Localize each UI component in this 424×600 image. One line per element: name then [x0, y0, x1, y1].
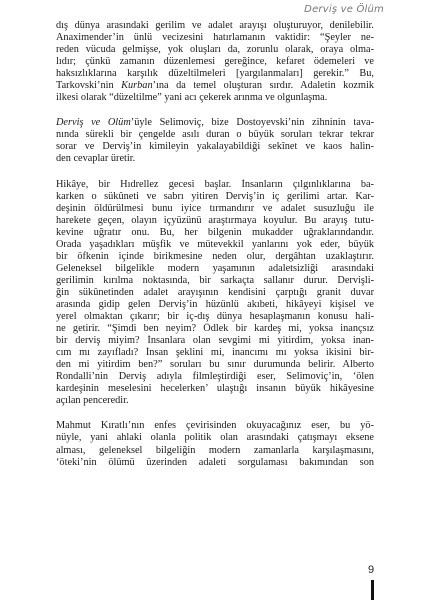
- paragraph-4: [56, 420, 374, 468]
- text-line: Mahmut Kıratlı’nın enfes çevirisinden okuyacağınız eser, bu yö-: [56, 420, 374, 432]
- running-head: Derviş ve Ölüm: [304, 4, 384, 15]
- text-line: gerilimin kırılma noktasında, bir sarkaçta sallanır durur. Dervişli-: [56, 274, 374, 286]
- text-line: ne getirir. “Şimdi ben neyim? Ödlek bir kardeş mi, yoksa inançsız: [56, 323, 374, 335]
- text-line: bir öfkenin içinde birikmesine neden olur, dergâhtan uzaklaştırır.: [56, 250, 374, 262]
- text-line: kardeşinin meselesini hecelerken’ ulaştığı insanın büyük hikâyesine: [56, 383, 374, 395]
- text-line: ilkesi olarak “düzeltilme” yani acı çekerek arınma ve olgunlaşma.: [56, 92, 328, 104]
- body-text: [56, 20, 374, 469]
- text-line: den mi yitirdim ben?” soruları bu sınır durumunda belirir. Alberto: [56, 359, 374, 371]
- text-line: deşinin öldürülmesi bunu iyice tırmandırır ve adalet susuzluğu ile: [56, 202, 374, 214]
- paragraph-1: [56, 20, 374, 104]
- text-line: nüyle, yani ahlaki olanla politik olan arasındaki çatışmayı eksene: [56, 432, 374, 444]
- text-line: arasında gidip gelen Derviş’in hüzünlü akıbeti, hikâyeyi kişisel ve: [56, 298, 374, 310]
- text-line: Orada yaşadıkları müşfik ve mütevekkil yanlarını yok eder, büyük: [56, 238, 374, 250]
- text-line: reden vücuda gelmişse, yok oluşları da, zorunlu olarak, oraya olma-: [56, 44, 374, 56]
- page-edge-marker: [371, 580, 374, 600]
- page-number: 9: [368, 564, 375, 576]
- text-line: harekete geçen, olayın içyüzünü araştırmaya koyulur. Bu arayış tutu-: [56, 214, 374, 226]
- text-line: karken o sükûneti ve sabrı yitiren Derviş’in iç gerilimi artar. Kar-: [56, 190, 374, 202]
- text-line: lıdır; çünkü zamanın düzenlemesi gereğince, kefaret ödemeleri ve: [56, 56, 374, 68]
- text-line: cım mı zayıfladı? İnsan şeklini mi, inancımı mı yoksa ikisini bir-: [56, 347, 374, 359]
- text-line: Anaximender’in ünlü vecizesini hatırlamanın vaktidir: “Şeyler ne-: [56, 32, 374, 44]
- text-line: açılan penceredir.: [56, 395, 129, 407]
- paragraph-2: [56, 117, 374, 165]
- text-line: sorar ve Derviş’in kimileyin yakalayabildiği sekînet ve kaos halin-: [56, 141, 374, 153]
- text-line: dış dünya arasındaki gerilim ve adalet arayışı oluşturuyor, denilebilir.: [56, 20, 374, 31]
- text-line: bir derviş miyim? İnsanlara olan sevgimi mi yitirdim, yoksa inan-: [56, 335, 374, 347]
- text-line: ğin sükûnetinden adalet arayışının kendisini çarptığı granit duvar: [56, 286, 374, 298]
- text-line: Derviş ve Ölüm’üyle Selimoviç, bize Dostoyevski’nin zihninin tava-: [56, 117, 374, 129]
- text-line: alması, geleneksel bilgeliğin modern zamanlarla karşılaşmasını,: [56, 444, 374, 456]
- text-line: haksızlıklarına karşılık düzeltilmeleri [yargılanmaları] gerekir.” Bu,: [56, 68, 374, 80]
- text-line: Rondalli’nin Derviş adıyla filmleştirdiği eser, Selimoviç’in, ‘ölen: [56, 371, 374, 383]
- text-line: Tarkovski’nin Kurban’ına da temel oluşturan sırdır. Adaletin kozmik: [56, 80, 374, 92]
- text-line: yerel olmaktan çıkarır; bir iç-dış dünya hesaplaşmanın konusu hali-: [56, 311, 374, 323]
- text-line: den cevaplar üretir.: [56, 153, 136, 165]
- text-line: ‘öteki’nin ölümü üzerinden adaleti sorgulaması bakımından son: [56, 456, 374, 468]
- text-line: kevine uğratır onu. Bu, her bilgenin mukadder uğraklarındandır.: [56, 226, 374, 238]
- paragraph-3: [56, 179, 374, 408]
- text-line: Hikâye, bir Hıdrellez gecesi başlar. İnsanların çılgınlıklarına ba-: [56, 178, 374, 190]
- text-line: Geleneksel bilgelikle modern yaşamının adaletsizliği arasındaki: [56, 262, 374, 274]
- text-line: nında sürekli bir çengelde asılı duran o büyük soruları tekrar tekrar: [56, 129, 374, 141]
